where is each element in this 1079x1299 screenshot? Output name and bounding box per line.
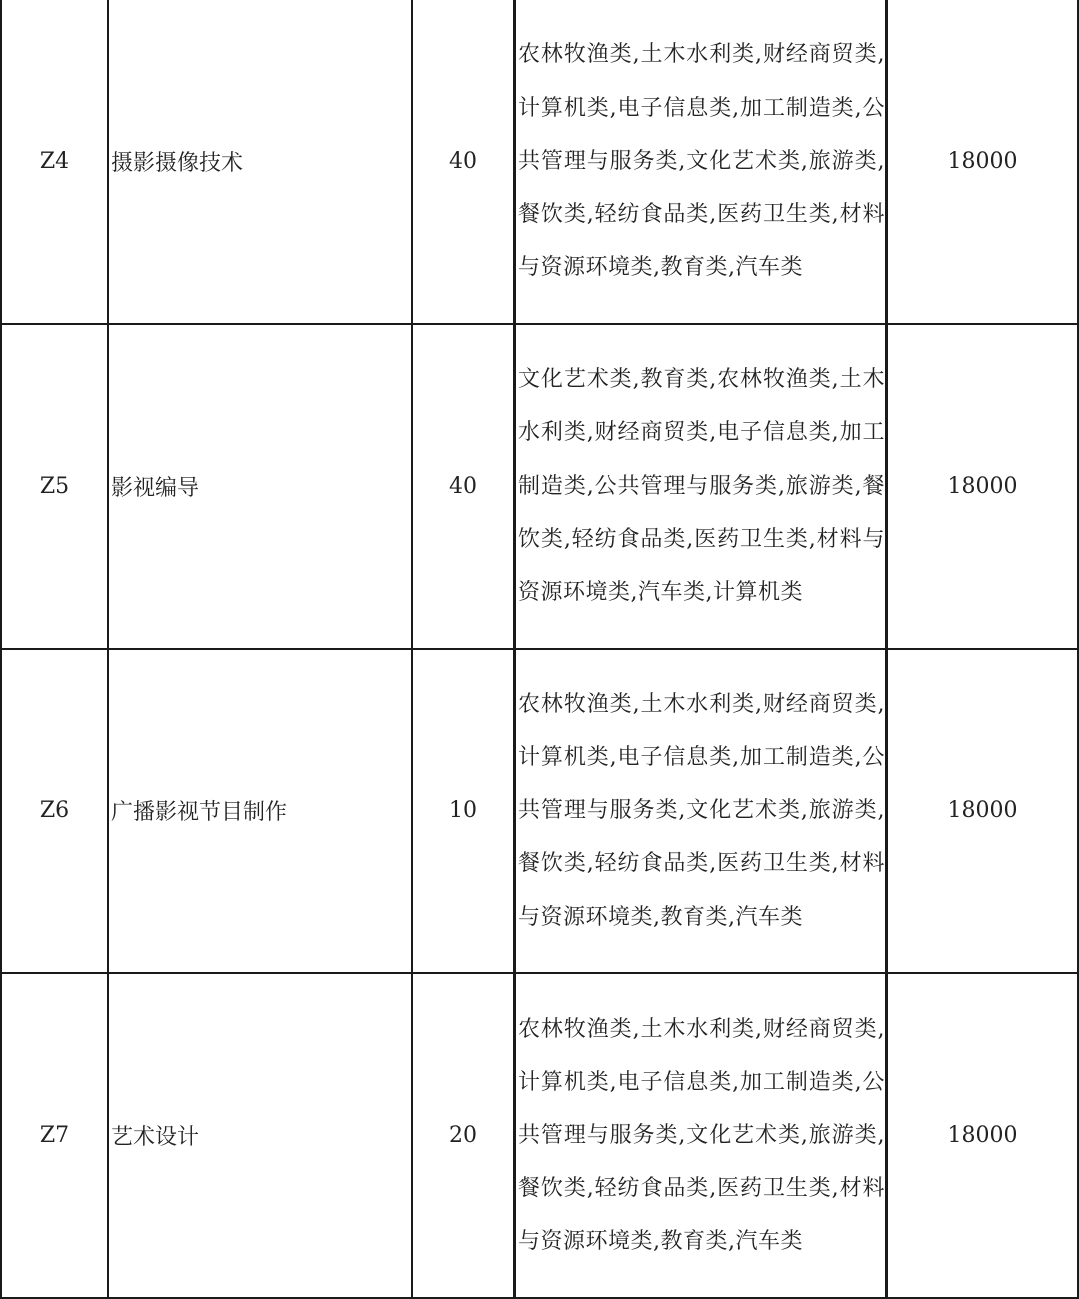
enrollment-quota-cell: 40 xyxy=(412,324,515,649)
eligible-categories-cell xyxy=(515,324,887,649)
major-name-cell: 艺术设计 xyxy=(108,973,412,1298)
eligible-categories-text: 农林牧渔类,土木水利类,财经商贸类,计算机类,电子信息类,加工制造类,公共管理与服务类,文化艺术类,旅游类,餐饮类,轻纺食品类,医药卫生类,材料与资源环境类,教育类,汽车类 xyxy=(518,691,885,930)
tuition-fee-cell: 18000 xyxy=(887,973,1079,1298)
tuition-fee-cell: 18000 xyxy=(887,0,1079,324)
major-code-cell: Z6 xyxy=(1,649,108,974)
table-row xyxy=(1,324,1078,649)
eligible-categories-cell xyxy=(515,973,887,1298)
table-row xyxy=(1,973,1078,1298)
tuition-fee-cell: 18000 xyxy=(887,649,1079,974)
eligible-categories-text: 农林牧渔类,土木水利类,财经商贸类,计算机类,电子信息类,加工制造类,公共管理与服务类,文化艺术类,旅游类,餐饮类,轻纺食品类,医药卫生类,材料与资源环境类,教育类,汽车类 xyxy=(518,42,885,281)
major-name-cell: 广播影视节目制作 xyxy=(108,649,412,974)
table-row xyxy=(1,649,1078,974)
table-body xyxy=(1,0,1078,1298)
eligible-categories-text: 农林牧渔类,土木水利类,财经商贸类,计算机类,电子信息类,加工制造类,公共管理与服务类,文化艺术类,旅游类,餐饮类,轻纺食品类,医药卫生类,材料与资源环境类,教育类,汽车类 xyxy=(518,1016,885,1255)
eligible-categories-cell xyxy=(515,649,887,974)
enrollment-quota-cell: 40 xyxy=(412,0,515,324)
table-row xyxy=(1,0,1078,324)
enrollment-quota-cell: 20 xyxy=(412,973,515,1298)
eligible-categories-cell xyxy=(515,0,887,324)
major-code-cell: Z7 xyxy=(1,973,108,1298)
tuition-fee-cell: 18000 xyxy=(887,324,1079,649)
major-code-cell: Z4 xyxy=(1,0,108,324)
eligible-categories-text: 文化艺术类,教育类,农林牧渔类,土木水利类,财经商贸类,电子信息类,加工制造类,公共管理与服务类,旅游类,餐饮类,轻纺食品类,医药卫生类,材料与资源环境类,汽车类,计算机类 xyxy=(518,367,885,605)
major-name-cell: 影视编导 xyxy=(108,324,412,649)
enrollment-quota-cell: 10 xyxy=(412,649,515,974)
major-code-cell: Z5 xyxy=(1,324,108,649)
major-name-cell: 摄影摄像技术 xyxy=(108,0,412,324)
